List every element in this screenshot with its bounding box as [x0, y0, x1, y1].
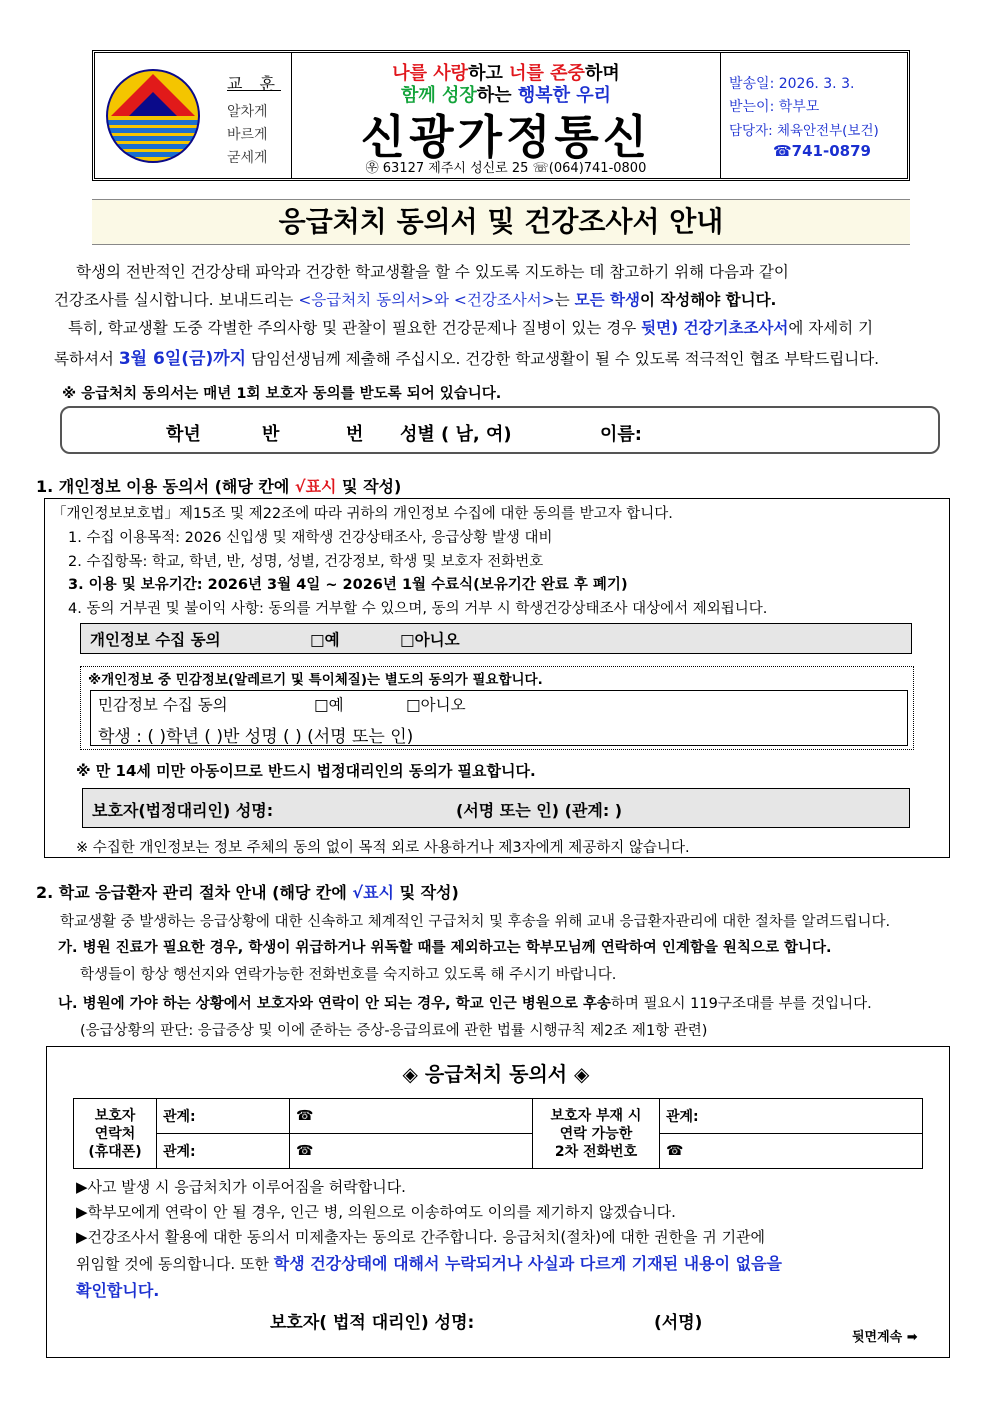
intro-note: ※ 응급처치 동의서는 매년 1회 보호자 동의를 받도록 되어 있습니다. [62, 386, 502, 402]
intro-line-1: 학생의 전반적인 건강상태 파악과 건강한 학교생활을 할 수 있도록 지도하는 데 참고하기 위해 다음과 같이 [76, 263, 789, 281]
school-address: ㉾ 63127 제주시 성신로 25 ☏(064)741-0800 [365, 161, 647, 176]
consent-bullet-5: 확인합니다. [76, 1281, 160, 1300]
intro-line-4: 록하셔서 3월 6일(금)까지 담임선생님께 제출해 주십시오. 건강한 학교생활이 될 수 있도록 적극적인 협조 부탁드립니다. [54, 349, 880, 369]
privacy-item-2: 2. 수집항목: 학교, 학년, 반, 성명, 성별, 건강정보, 학생 및 보호자 전화번호 [68, 554, 544, 570]
manager-phone: ☎741-0879 [773, 142, 871, 160]
phone-cell-1[interactable]: ☎ [290, 1099, 533, 1134]
privacy-item-3: 3. 이용 및 보유기간: 2026년 3월 4일 ~ 2026년 1월 수료식(보유기간 완료 후 폐기) [68, 577, 628, 593]
minor-note: ※ 만 14세 미만 아동이므로 반드시 법정대리인의 동의가 필요합니다. [76, 762, 536, 780]
consent-bullet-2: ▶학부모에게 연락이 안 될 경우, 인근 병, 의원으로 이송하여도 이의를 제기하지 않겠습니다. [76, 1203, 676, 1221]
relation-cell-2[interactable]: 관계: [157, 1134, 290, 1169]
name-label[interactable]: 이름: [600, 424, 642, 445]
final-sign-mark[interactable]: (서명) [654, 1313, 703, 1333]
motto-line: 바르게 [227, 127, 268, 143]
final-guardian-name-label[interactable]: 보호자( 법적 대리인) 성명: [270, 1313, 475, 1333]
privacy-no-checkbox[interactable]: □아니오 [400, 631, 460, 649]
section2-intro: 학교생활 중 발생하는 응급상황에 대한 신속하고 체계적인 구급처치 및 후송을 위해 교내 응급환자관리에 대한 절차를 알려드립니다. [60, 914, 891, 930]
school-logo-cell [95, 53, 292, 178]
student-sign-line[interactable]: 학생 : ( )학년 ( )반 성명 ( ) (서명 또는 인) [98, 727, 414, 747]
sensitive-yes-checkbox[interactable]: □예 [314, 696, 344, 714]
privacy-yes-checkbox[interactable]: □예 [310, 631, 340, 649]
procedure-na: 나. 병원에 가야 하는 상황에서 보호자와 연락이 안 되는 경우, 학교 인근 병원으로 후송하며 필요시 119구조대를 부를 것입니다. [58, 996, 872, 1012]
newsletter-header [92, 50, 910, 181]
guardian-contact-label: 보호자 연락처 (휴대폰) [74, 1099, 157, 1169]
procedure-ga: 가. 병원 진료가 필요한 경우, 학생이 위급하거나 위독할 때를 제외하고는 학부모님께 연락하여 인계함을 원칙으로 합니다. [58, 940, 832, 956]
second-relation-cell[interactable]: 관계: [660, 1099, 923, 1134]
motto-line: 알차게 [227, 104, 268, 120]
phone-cell-2[interactable]: ☎ [290, 1134, 533, 1169]
privacy-item-4: 4. 동의 거부권 및 불이익 사항: 동의를 거부할 수 있으며, 동의 거부 시 학생건강상태조사 대상에서 제외됩니다. [68, 601, 768, 617]
school-logo-icon [105, 68, 201, 164]
consent-bullet-1: ▶사고 발생 시 응급처치가 이루어짐을 허락합니다. [76, 1178, 406, 1196]
recipient: 받는이: 학부모 [729, 99, 820, 115]
continued-note: 뒷면계속 ➡ [852, 1330, 918, 1345]
second-contact-label: 보호자 부재 시 연락 가능한 2차 전화번호 [533, 1099, 660, 1169]
guardian-sign-label[interactable]: (서명 또는 인) (관계: ) [456, 801, 623, 820]
privacy-intro: 「개인정보보호법」제15조 및 제22조에 따라 귀하의 개인정보 수집에 대한 동의를 받고자 합니다. [52, 506, 673, 522]
procedure-ga-2: 학생들이 항상 행선지와 연락가능한 전화번호를 숙지하고 있도록 해 주시기 바랍니다. [80, 967, 617, 983]
number-label[interactable]: 번 [346, 424, 364, 445]
manager: 담당자: 체육안전부(보건) [729, 123, 879, 139]
sensitive-no-checkbox[interactable]: □아니오 [406, 696, 466, 714]
class-label[interactable]: 반 [262, 424, 280, 445]
slogan-line-2: 함께 성장하는 행복한 우리 [400, 85, 612, 106]
emergency-form-title: ◈ 응급처치 동의서 ◈ [402, 1062, 590, 1086]
intro-line-2: 건강조사를 실시합니다. 보내드리는 <응급처치 동의서>와 <건강조사서>는 모든 학생이 작성해야 합니다. [54, 291, 777, 309]
masthead-title: 신광가정통신 [360, 110, 652, 164]
meta-cell [721, 53, 907, 178]
consent-bullet-3: ▶건강조사서 활용에 대한 동의서 미제출자는 동의로 간주합니다. 응급처치(절차)에 대한 권한을 귀 기관에 [76, 1228, 766, 1246]
intro-line-3: 특히, 학교생활 도중 각별한 주의사항 및 관찰이 필요한 건강문제나 질병이 있는 경우 뒷면) 건강기초조사서에 자세히 기 [68, 319, 874, 337]
gender-label[interactable]: 성별 ( 남, 여) [400, 424, 512, 445]
privacy-footer-note: ※ 수집한 개인정보는 정보 주체의 동의 없이 목적 외로 사용하거나 제3자에게 제공하지 않습니다. [76, 840, 690, 856]
contact-table [73, 1098, 923, 1169]
sensitive-note: ※개인정보 중 민감정보(알레르기 및 특이체질)는 별도의 동의가 필요합니다. [88, 672, 543, 688]
relation-cell-1[interactable]: 관계: [157, 1099, 290, 1134]
masthead-cell [292, 53, 721, 178]
page-title: 응급처치 동의서 및 건강조사서 안내 [92, 199, 910, 245]
section1-heading: 1. 개인정보 이용 동의서 (해당 칸에 √표시 및 작성) [36, 477, 402, 496]
consent-bullet-4: 위임할 것에 동의합니다. 또한 학생 건강상태에 대해서 누락되거나 사실과 다르게 기재된 내용이 없음을 [76, 1254, 782, 1273]
privacy-consent-label: 개인정보 수집 동의 [90, 631, 221, 649]
slogan-line-1: 나를 사랑하고 너를 존중하며 [392, 63, 620, 84]
motto-title: 교 훈 [227, 74, 281, 93]
privacy-item-1: 1. 수집 이용목적: 2026 신입생 및 재학생 건강상태조사, 응급상황 발생 대비 [68, 530, 553, 546]
guardian-name-label[interactable]: 보호자(법정대리인) 성명: [92, 801, 274, 820]
section2-heading: 2. 학교 응급환자 관리 절차 안내 (해당 칸에 √표시 및 작성) [36, 883, 459, 902]
second-phone-cell[interactable]: ☎ [660, 1134, 923, 1169]
motto-line: 굳세게 [227, 150, 268, 166]
sent-date: 발송일: 2026. 3. 3. [729, 76, 855, 92]
sensitive-consent-label: 민감정보 수집 동의 [98, 696, 228, 714]
grade-label[interactable]: 학년 [166, 424, 201, 445]
procedure-na-2: (응급상황의 판단: 응급증상 및 이에 준하는 증상-응급의료에 관한 법률 시행규칙 제2조 제1항 관련) [80, 1023, 708, 1039]
